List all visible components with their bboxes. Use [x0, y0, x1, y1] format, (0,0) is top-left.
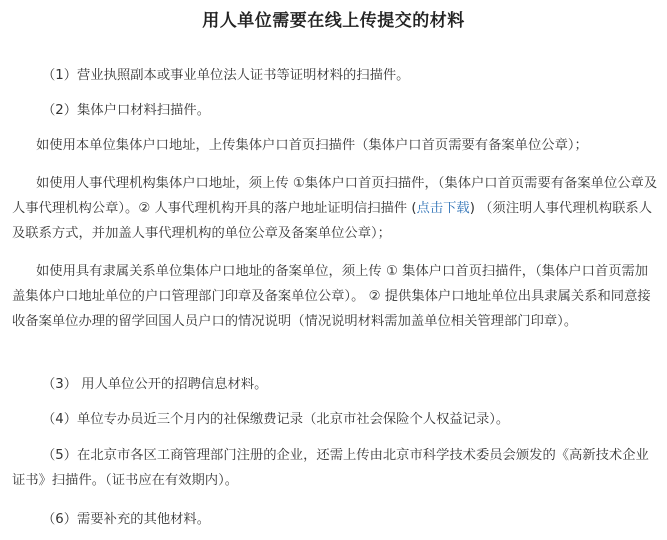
agency-text-before: 如使用人事代理机构集体户口地址，须上传 ①集体户口首页扫描件，（集体户口首页需要有备案单位公章及人事代理机构公章）。② 人事代理机构开具的落户地址证明信扫描件 ( — [12, 176, 658, 216]
item-agency-address — [12, 171, 660, 246]
item-other-materials: （6）需要补充的其他材料。 — [42, 512, 211, 527]
item-recruitment-info: （3） 用人单位公开的招聘信息材料。 — [42, 377, 268, 392]
download-link[interactable]: 点击下载 — [416, 201, 470, 216]
item-affiliated-unit-address: 如使用具有隶属关系单位集体户口地址的备案单位，须上传 ① 集体户口首页扫描件，（集体户口首页需加盖集体户口地址单位的户口管理部门印章及备案单位公章）。 ② 提供集体户口地址单位出具隶属关系和同意接收备案单位办理的留学回国人员户口的情况说明（情况说明材料需加盖单位相关管理部门印章）。 — [12, 264, 651, 329]
item-collective-hukou: （2）集体户口材料扫描件。 — [42, 103, 211, 118]
item-own-unit-address: 如使用本单位集体户口地址，上传集体户口首页扫描件（集体户口首页需要有备案单位公章）； — [36, 138, 588, 153]
agency-text-after: ) （须注明人事代理机构联系人及联系方式，并加盖人事代理机构的单位公章及备案单位公章）； — [12, 201, 652, 241]
item-social-security: （4）单位专办员近三个月内的社保缴费记录（北京市社会保险个人权益记录）。 — [42, 412, 510, 427]
item-high-tech-certificate: （5）在北京市各区工商管理部门注册的企业，还需上传由北京市科学技术委员会颁发的《高新技术企业证书》扫描件。（证书应在有效期内）。 — [12, 448, 649, 488]
item-business-license: （1）营业执照副本或事业单位法人证书等证明材料的扫描件。 — [42, 68, 410, 83]
page-title: 用人单位需要在线上传提交的材料 — [202, 11, 465, 31]
